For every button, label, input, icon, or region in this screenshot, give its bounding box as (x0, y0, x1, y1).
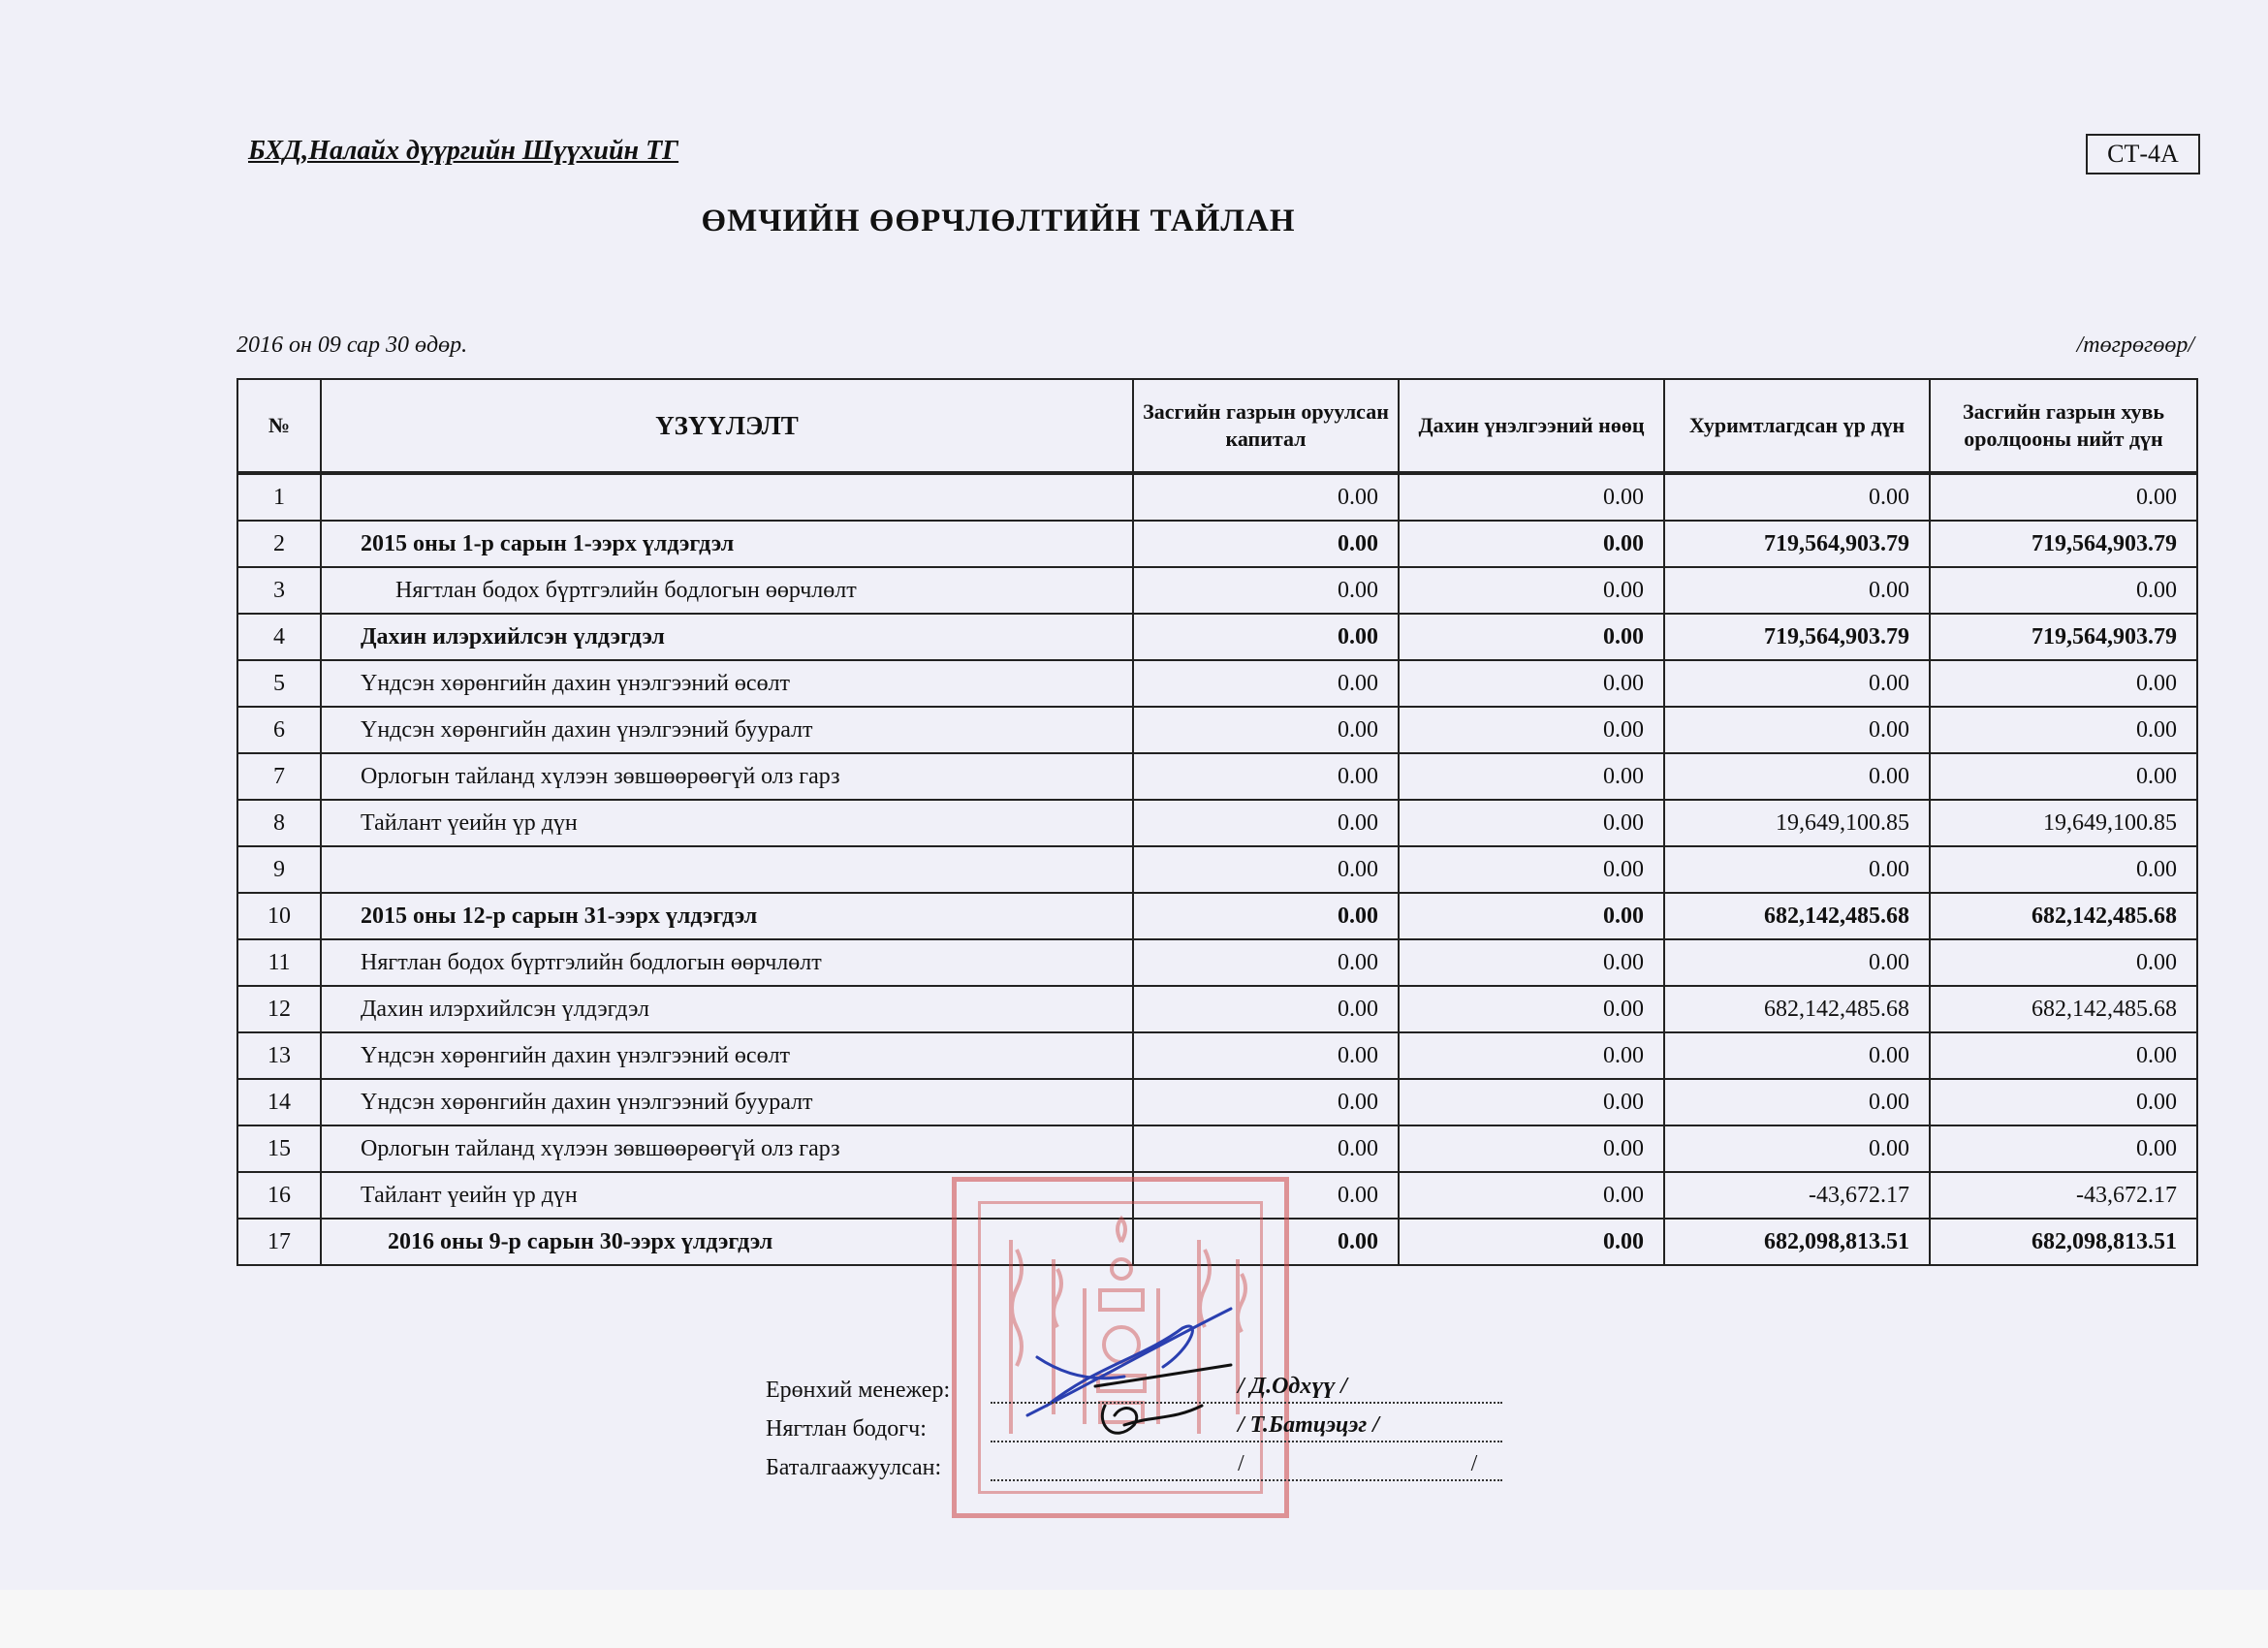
total-cell: 19,649,100.85 (1930, 800, 2197, 846)
capital-cell: 0.00 (1133, 614, 1399, 660)
row-number: 5 (237, 660, 321, 707)
table-row (237, 521, 2197, 567)
table-row (237, 939, 2197, 986)
column-header-indicator: ҮЗҮҮЛЭЛТ (321, 379, 1133, 473)
table-row (237, 1032, 2197, 1079)
revaluation-cell: 0.00 (1399, 1079, 1664, 1125)
capital-cell: 0.00 (1133, 1032, 1399, 1079)
row-indicator (321, 473, 1133, 521)
total-cell: -43,672.17 (1930, 1172, 2197, 1219)
row-indicator: Тайлант үеийн үр дүн (321, 1172, 1133, 1219)
capital-cell: 0.00 (1133, 800, 1399, 846)
revaluation-cell: 0.00 (1399, 521, 1664, 567)
row-indicator: Дахин илэрхийлсэн үлдэгдэл (321, 986, 1133, 1032)
table-row (237, 473, 2197, 521)
total-cell: 682,142,485.68 (1930, 893, 2197, 939)
row-number: 3 (237, 567, 321, 614)
total-cell: 0.00 (1930, 1032, 2197, 1079)
revaluation-cell: 0.00 (1399, 1219, 1664, 1265)
row-number: 2 (237, 521, 321, 567)
retained-cell: 719,564,903.79 (1664, 521, 1930, 567)
row-indicator: Дахин илэрхийлсэн үлдэгдэл (321, 614, 1133, 660)
retained-cell: 682,142,485.68 (1664, 893, 1930, 939)
capital-cell: 0.00 (1133, 893, 1399, 939)
capital-cell: 0.00 (1133, 707, 1399, 753)
total-cell: 719,564,903.79 (1930, 614, 2197, 660)
revaluation-cell: 0.00 (1399, 893, 1664, 939)
capital-cell: 0.00 (1133, 521, 1399, 567)
revaluation-cell: 0.00 (1399, 986, 1664, 1032)
column-header-retained: Хуримтлагдсан үр дүн (1664, 379, 1930, 473)
signature-row-manager (766, 1365, 1502, 1404)
capital-cell: 0.00 (1133, 846, 1399, 893)
report-title: ӨМЧИЙН ӨӨРЧЛӨЛТИЙН ТАЙЛАН (701, 204, 1296, 238)
total-cell: 0.00 (1930, 753, 2197, 800)
retained-cell: 0.00 (1664, 473, 1930, 521)
organization-name: БХД,Налайх дүүргийн Шүүхийн ТГ (248, 136, 679, 166)
total-cell: 0.00 (1930, 473, 2197, 521)
revaluation-cell: 0.00 (1399, 1125, 1664, 1172)
accountant-signature-line (991, 1413, 1502, 1442)
row-indicator: Нягтлан бодох бүртгэлийн бодлогын өөрчлөлт (321, 567, 1133, 614)
retained-cell: 719,564,903.79 (1664, 614, 1930, 660)
revaluation-cell: 0.00 (1399, 1032, 1664, 1079)
capital-cell: 0.00 (1133, 753, 1399, 800)
column-header-revaluation: Дахин үнэлгээний нөөц (1399, 379, 1664, 473)
row-number: 17 (237, 1219, 321, 1265)
table-row (237, 1079, 2197, 1125)
accountant-name: / Т.Батцэцэг / (1238, 1412, 1379, 1438)
capital-cell: 0.00 (1133, 939, 1399, 986)
row-indicator (321, 846, 1133, 893)
report-date: 2016 он 09 сар 30 өдөр. (236, 333, 468, 358)
table-row (237, 893, 2197, 939)
row-number: 15 (237, 1125, 321, 1172)
row-number: 4 (237, 614, 321, 660)
verified-name: / / (1238, 1451, 1478, 1476)
total-cell: 682,098,813.51 (1930, 1219, 2197, 1265)
retained-cell: 0.00 (1664, 707, 1930, 753)
column-header-number: № (237, 379, 321, 473)
total-cell: 0.00 (1930, 846, 2197, 893)
revaluation-cell: 0.00 (1399, 614, 1664, 660)
row-indicator: Орлогын тайланд хүлээн зөвшөөрөөгүй олз гарз (321, 753, 1133, 800)
row-indicator: 2015 оны 12-р сарын 31-ээрх үлдэгдэл (321, 893, 1133, 939)
revaluation-cell: 0.00 (1399, 939, 1664, 986)
capital-cell: 0.00 (1133, 1172, 1399, 1219)
total-cell: 0.00 (1930, 939, 2197, 986)
row-number: 8 (237, 800, 321, 846)
row-number: 14 (237, 1079, 321, 1125)
row-number: 13 (237, 1032, 321, 1079)
table-row (237, 707, 2197, 753)
retained-cell: -43,672.17 (1664, 1172, 1930, 1219)
row-number: 10 (237, 893, 321, 939)
row-number: 7 (237, 753, 321, 800)
signature-row-verified (766, 1442, 1502, 1481)
table-row (237, 846, 2197, 893)
retained-cell: 0.00 (1664, 567, 1930, 614)
retained-cell: 0.00 (1664, 1079, 1930, 1125)
retained-cell: 682,098,813.51 (1664, 1219, 1930, 1265)
retained-cell: 682,142,485.68 (1664, 986, 1930, 1032)
equity-changes-table (236, 378, 2198, 1266)
retained-cell: 0.00 (1664, 660, 1930, 707)
table-row (237, 1125, 2197, 1172)
retained-cell: 0.00 (1664, 846, 1930, 893)
signature-row-accountant (766, 1404, 1502, 1442)
retained-cell: 0.00 (1664, 753, 1930, 800)
revaluation-cell: 0.00 (1399, 1172, 1664, 1219)
row-indicator: Орлогын тайланд хүлээн зөвшөөрөөгүй олз гарз (321, 1125, 1133, 1172)
row-number: 16 (237, 1172, 321, 1219)
table-row (237, 567, 2197, 614)
capital-cell: 0.00 (1133, 1219, 1399, 1265)
row-indicator: 2016 оны 9-р сарын 30-ээрх үлдэгдэл (321, 1219, 1133, 1265)
table-row (237, 614, 2197, 660)
column-header-total: Засгийн газрын хувь оролцооны нийт дүн (1930, 379, 2197, 473)
row-number: 1 (237, 473, 321, 521)
revaluation-cell: 0.00 (1399, 707, 1664, 753)
form-code-badge: СТ-4А (2086, 134, 2200, 174)
revaluation-cell: 0.00 (1399, 567, 1664, 614)
capital-cell: 0.00 (1133, 1125, 1399, 1172)
revaluation-cell: 0.00 (1399, 800, 1664, 846)
revaluation-cell: 0.00 (1399, 846, 1664, 893)
verified-label: Баталгаажуулсан: (766, 1455, 942, 1480)
retained-cell: 0.00 (1664, 1125, 1930, 1172)
signature-block (766, 1365, 1502, 1481)
row-indicator: Үндсэн хөрөнгийн дахин үнэлгээний өсөлт (321, 1032, 1133, 1079)
total-cell: 0.00 (1930, 707, 2197, 753)
row-indicator: Үндсэн хөрөнгийн дахин үнэлгээний бууралт (321, 707, 1133, 753)
table-row (237, 986, 2197, 1032)
row-indicator: Нягтлан бодох бүртгэлийн бодлогын өөрчлөлт (321, 939, 1133, 986)
retained-cell: 0.00 (1664, 1032, 1930, 1079)
accountant-label: Нягтлан бодогч: (766, 1416, 927, 1442)
row-number: 11 (237, 939, 321, 986)
capital-cell: 0.00 (1133, 1079, 1399, 1125)
capital-cell: 0.00 (1133, 660, 1399, 707)
total-cell: 0.00 (1930, 1079, 2197, 1125)
total-cell: 682,142,485.68 (1930, 986, 2197, 1032)
row-indicator: Үндсэн хөрөнгийн дахин үнэлгээний өсөлт (321, 660, 1133, 707)
scan-margin (0, 1590, 2268, 1648)
total-cell: 719,564,903.79 (1930, 521, 2197, 567)
verified-signature-line (991, 1452, 1502, 1481)
capital-cell: 0.00 (1133, 473, 1399, 521)
row-number: 6 (237, 707, 321, 753)
total-cell: 0.00 (1930, 660, 2197, 707)
row-number: 12 (237, 986, 321, 1032)
revaluation-cell: 0.00 (1399, 753, 1664, 800)
manager-signature-line (991, 1375, 1502, 1404)
column-header-capital: Засгийн газрын оруулсан капитал (1133, 379, 1399, 473)
revaluation-cell: 0.00 (1399, 660, 1664, 707)
row-indicator: Үндсэн хөрөнгийн дахин үнэлгээний бууралт (321, 1079, 1133, 1125)
total-cell: 0.00 (1930, 1125, 2197, 1172)
revaluation-cell: 0.00 (1399, 473, 1664, 521)
row-indicator: 2015 оны 1-р сарын 1-ээрх үлдэгдэл (321, 521, 1133, 567)
row-number: 9 (237, 846, 321, 893)
table-row (237, 800, 2197, 846)
capital-cell: 0.00 (1133, 986, 1399, 1032)
row-indicator: Тайлант үеийн үр дүн (321, 800, 1133, 846)
manager-name: / Д.Одхүү / (1238, 1374, 1347, 1399)
table-header-row (237, 379, 2197, 473)
retained-cell: 19,649,100.85 (1664, 800, 1930, 846)
retained-cell: 0.00 (1664, 939, 1930, 986)
capital-cell: 0.00 (1133, 567, 1399, 614)
currency-unit: /төгрөгөөр/ (2076, 333, 2194, 358)
total-cell: 0.00 (1930, 567, 2197, 614)
manager-label: Ерөнхий менежер: (766, 1378, 951, 1403)
table-row (237, 660, 2197, 707)
table-row (237, 753, 2197, 800)
